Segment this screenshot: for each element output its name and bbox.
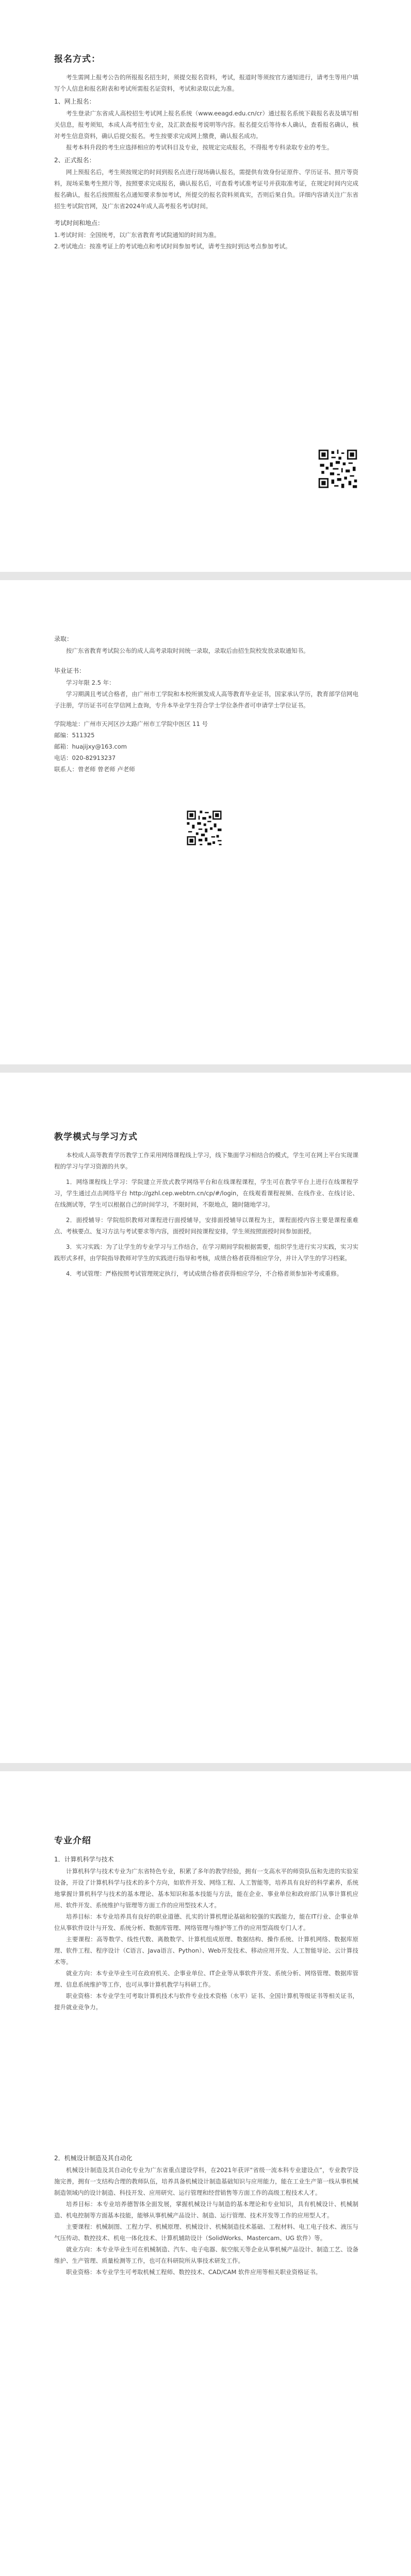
page-1 <box>0 0 411 572</box>
major-2-certificates: 职业资格：本专业学生可考取机械工程师、数控技术、CAD/CAM 软件应用等相关职业资格证书。 <box>66 2268 322 2276</box>
phone-value: 020-82913237 <box>72 754 116 761</box>
zip-line <box>54 730 358 741</box>
major-1-courses: 主要课程：高等数学、线性代数、离散数学、计算机组成原理、数据结构、操作系统、计算机网络、数据库原理、软件工程、程序设计（C语言、Java语言、Python）、Web开发技术、移动应用开发、人工智能导论、云计算技术等。 <box>54 1936 358 1965</box>
major-1-careers: 就业方向：本专业毕业生可在政府机关、企事业单位、IT企业等从事软件开发、系统分析、网络管理、数据库管理、信息系统维护等工作，也可从事计算机教学与科研工作。 <box>54 1970 358 1988</box>
major-2-goals: 培养目标：本专业培养德智体全面发展，掌握机械设计与制造的基本理论和专业知识，具有机械设计、机械制造、机电控制等方面基本技能，能够从事机械产品设计、制造、运行管理、技术开发等工作的应用型人才。 <box>54 2200 358 2219</box>
exam-management-text: 4．考试管理：严格按照考试管理规定执行，考试成绩合格者获得相应学分，不合格者须参加补考或重修。 <box>66 1270 343 1277</box>
zip-value: 511325 <box>72 732 95 739</box>
phone-label: 电话： <box>54 754 72 761</box>
majors-section <box>54 1833 358 2278</box>
online-registration-text: 考生登录广东省成人高校招生考试网上报名系统（www.eeagd.edu.cn/cr）通过报名系统下载报名表及填写相关信息，报考须知，本成人高考招生专业，及汇款查报考说明等内容。报名提交后等待本人确认，查看报名确认，核对考生信息资料，确认后提交报名。考生按要求完成网上缴费，确认报名成功。 <box>54 110 358 140</box>
major-1-certificates: 职业资格：本专业学生可考取计算机技术与软件专业技术资格（水平）证书、全国计算机等级证书等相关证书，提升就业竞争力。 <box>54 1992 358 2011</box>
qr-code-2-graphic <box>186 809 223 846</box>
registration-intro: 考生需网上报考公告的所报报名招生时，须提交报名资料，考试，报道时等须按官方通知进行，请考生等用户填写个人信息和报名附表和考试所需报名证资料，考试和录取以此为准。 <box>54 74 358 92</box>
teaching-mode-title: 教学模式与学习方式 <box>54 1132 138 1142</box>
major-1-goals: 培养目标：本专业培养具有良好的职业道德、扎实的计算机理论基础和较强的实践能力，能在IT行业、企事业单位从事软件设计与开发、系统分析、数据库管理、网络管理与维护等工作的应用型高级专门人才。 <box>54 1913 358 1931</box>
major-2-title: 2．机械设计制造及其自动化 <box>54 2155 133 2162</box>
major-2-courses: 主要课程：机械制图、工程力学、机械原理、机械设计、机械制造技术基础、工程材料、电工电子技术、液压与气压传动、数控技术、机电一体化技术、计算机辅助设计（SolidWorks、Mastercam、UG 软件）等。 <box>54 2223 358 2242</box>
online-registration-text-2: 报考本科升段的考生应选择相应的考试科目及专业，按规定完成报名，不得报考专科录取专业的考生。 <box>66 144 333 151</box>
address-label: 学院地址： <box>54 720 84 727</box>
registration-section <box>54 52 358 252</box>
email-value[interactable]: huajijxy@163.com <box>72 743 127 750</box>
major-1-title: 1．计算机科学与技术 <box>54 1856 114 1863</box>
address-value: 广州市天河区沙太路广州市工学院中医区 11 号 <box>84 720 208 727</box>
certificate-text: 学习期满且考试合格者，由广州市工学院和本校所颁发成人高等教育毕业证书，国家承认学历，教育部学信网电子注册，学历证书可在学信网上查询，专升本毕业学生符合学士学位条件者可申请学士学位证书。 <box>54 690 358 709</box>
admission-title: 录取： <box>54 635 73 642</box>
study-duration: 学习年限 2.5 年： <box>66 679 115 686</box>
major-1-intro: 计算机科学与技术专业为广东省特色专业，积累了多年的教学经验，拥有一支高水平的师资队伍和先进的实验室设备，开设了计算机科学与技术的多个方向，如软件开发、网络工程、人工智能等，培养具有良好的科学素养，系统地掌握计算机科学与技术的基本理论、基本知识和基本技能与方法，能在企业、事业单位和政府部门从事计算机应用、软件开发、系统维护与管理等方面工作的应用型技术人才。 <box>54 1868 358 1909</box>
majors-title: 专业介绍 <box>54 1836 91 1846</box>
online-registration-title: 1、网上报名： <box>54 98 95 105</box>
contact-block <box>54 718 358 775</box>
email-line <box>54 741 358 752</box>
certificate-title: 毕业证书： <box>54 667 86 674</box>
teaching-mode-intro: 本校成人高等教育学历教学工作采用网络课程线上学习，线下集面学习相结合的模式，学生可在网上平台实现课程的学习与学习资源的共享。 <box>54 1151 358 1170</box>
contact-person-label: 联系人： <box>54 766 78 773</box>
online-learning-text: 1．网络课程线上学习：学院建立开放式教学网络平台和在线课程课程，学生可在教学平台上进行在线课程学习，学生通过点击网络平台 http://gzhl.cep.webtrn.cn/cp/#/login，在线观看课程视频、在线作业、在线讨论、在线测试等，学生可以根据自己的时间学习，不限时间，不限地点，随时随地学习。 <box>54 1178 358 1208</box>
major-2-careers: 就业方向：本专业毕业生可在机械制造、汽车、电子电器、航空航天等企业从事机械产品设计、制造工艺、设备维护、生产管理、质量检测等工作，也可在科研院所从事技术研发工作。 <box>54 2246 358 2264</box>
formal-registration-text: 网上预报名后，考生须按规定的时间到报名点进行现场确认报名，需提供有效身份证原件、学历证书、照片等资料，现场采集考生照片等，按照要求完成报名，确认报名后，可查看考试准考证号并获取准考证，在规定时间内完成报名确认，报名后按照报名点通知要求参加考试，所提交的报名资料须真实，否则后果自负。详细内容请关注广东省招生考试院官网，及广东省2024年成人高考报名考试时间。 <box>54 168 358 210</box>
page-4 <box>0 1771 411 2576</box>
exam-location: 2.考试地点：按准考证上的考试地点和考试时间参加考试，请考生按时到达考点参加考试。 <box>54 243 291 250</box>
email-label: 邮箱： <box>54 743 72 750</box>
contact-person-value: 曾老师 曾老师 卢老师 <box>78 766 135 773</box>
zip-label: 邮编： <box>54 732 72 739</box>
admission-text: 按广东省教育考试院公布的成人高考录取时间统一录取，录取后由招生院校发放录取通知书。 <box>66 647 309 654</box>
teaching-mode-section <box>54 1129 358 1279</box>
page-3 <box>0 1073 411 1763</box>
face-to-face-text: 2．面授辅导：学院组织教师对课程进行面授辅导，安排面授辅导以课程为主，课程面授内容主要是课程重难点、考核要点、复习方法与考试要求等内容，面授时间按课程安排，学生须按照面授时间参加面授。 <box>54 1216 358 1235</box>
qr-code-1-graphic <box>317 448 358 489</box>
phone-line <box>54 752 358 764</box>
practice-text: 3．实习实践：为了让学生的专业学习与工作结合，在学习期间学院根据需要，组织学生进行实习实践，实习实践形式多样，由学院指导教师对学生的实践进行指导和考核，成绩合格者获得相应学分，并计入学生的学习档案。 <box>54 1243 358 1262</box>
admission-section <box>54 632 358 775</box>
address-line <box>54 718 358 730</box>
major-2-intro: 机械设计制造及其自动化专业为广东省重点建设学科，在2021年获评“省级一流本科专业建设点”，专业教学设施完善，拥有一支结构合理的教师队伍，培养具备机械设计制造基础知识与应用能力，能在工业生产第一线从事机械制造领域内的设计制造、科技开发、应用研究、运行管理和经营销售等方面工作的高级工程技术人才。 <box>54 2166 358 2196</box>
exam-time: 1.考试时间：全国统考，以广东省教育考试院通知的时间为准。 <box>54 231 220 239</box>
contact-person-line <box>54 764 358 775</box>
page-2 <box>0 580 411 1064</box>
registration-title: 报名方式： <box>54 54 101 64</box>
formal-registration-title: 2、正式报名： <box>54 157 95 164</box>
exam-info-title: 考试时间和地点： <box>54 219 104 227</box>
qr-code-1 <box>317 448 358 489</box>
qr-code-2 <box>186 809 223 846</box>
